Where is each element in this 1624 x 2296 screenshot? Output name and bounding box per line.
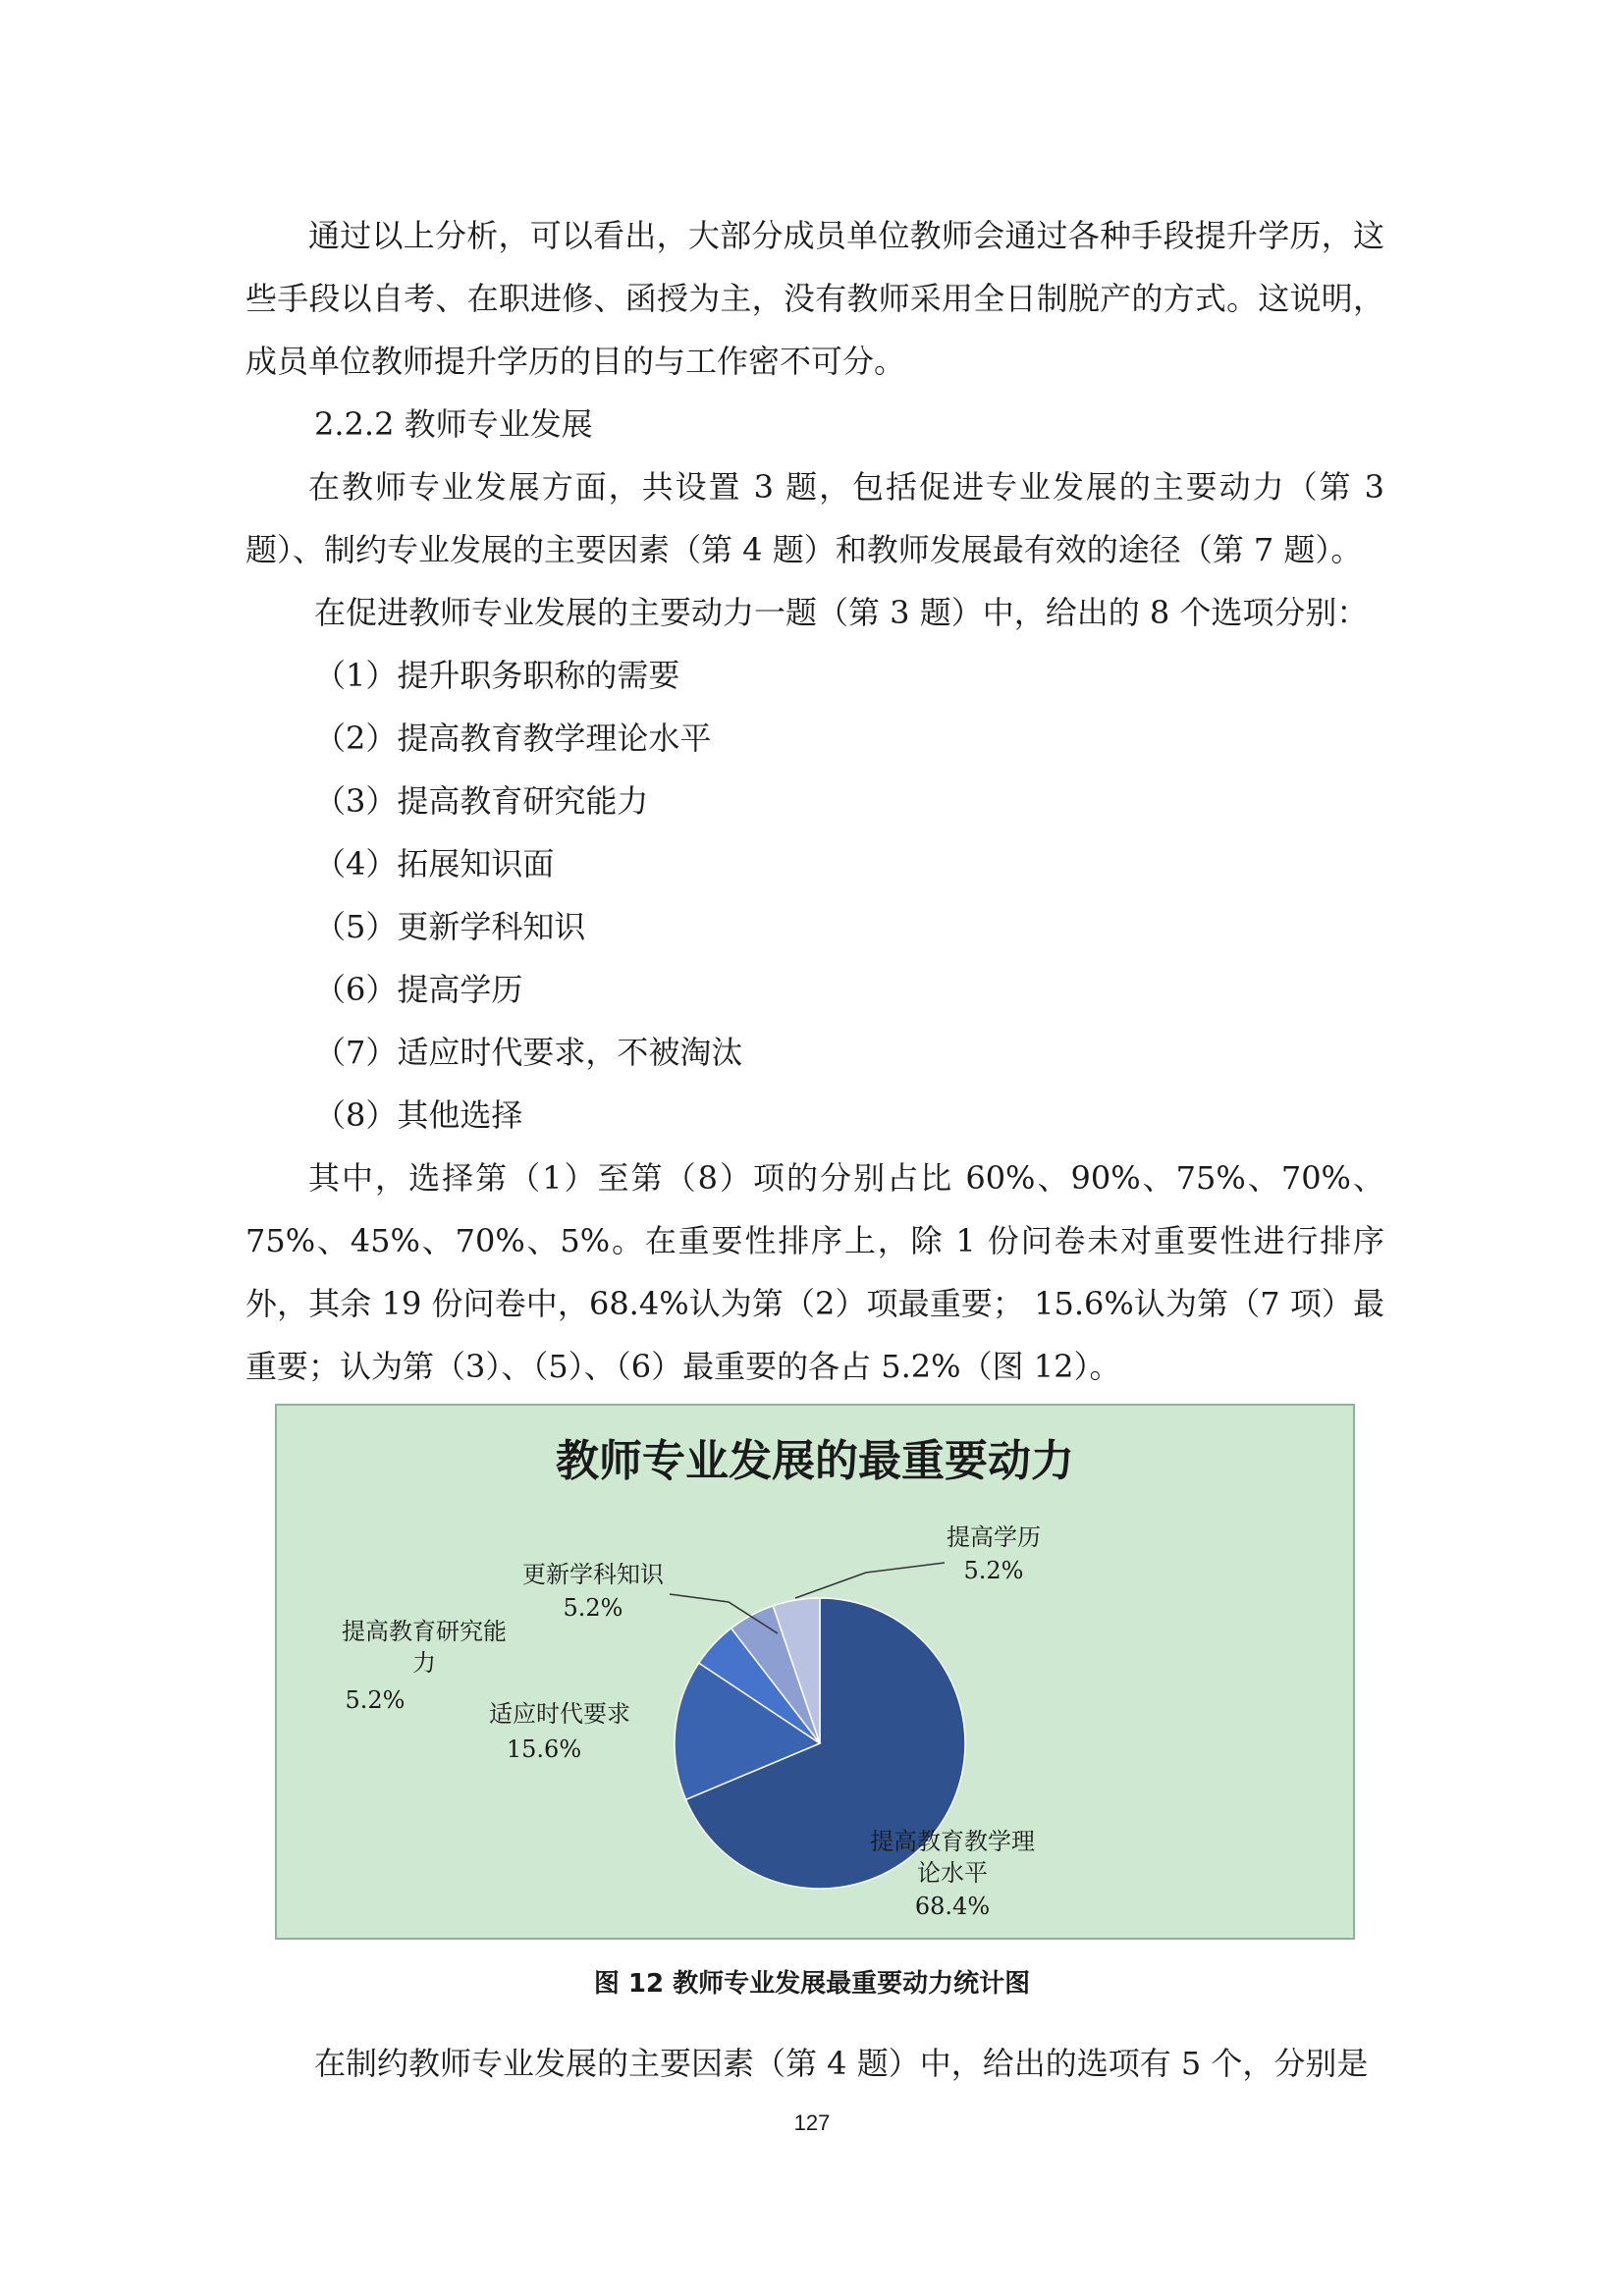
paragraph-constraints: 在制约教师专业发展的主要因素（第 4 题）中，给出的选项有 5 个，分别是: [314, 2045, 1369, 2082]
option-item: （1）提升职务职称的需要: [314, 657, 680, 694]
section-heading: 2.2.2 教师专业发展: [314, 405, 593, 443]
slice-value-label: 15.6%: [506, 1735, 582, 1763]
slice-value-label: 5.2%: [345, 1686, 406, 1714]
slice-label: 提高教育教学理: [870, 1828, 1035, 1855]
option-item: （5）更新学科知识: [314, 908, 586, 945]
page-number: 127: [793, 2110, 831, 2135]
slice-label: 更新学科知识: [522, 1561, 664, 1588]
pie-chart-svg: [277, 1406, 1353, 1938]
figure-caption: 图 12 教师专业发展最重要动力统计图: [593, 1969, 1031, 1999]
slice-label: 适应时代要求: [489, 1700, 630, 1728]
paragraph-options-intro: 在促进教师专业发展的主要动力一题（第 3 题）中，给出的 8 个选项分别：: [314, 594, 1369, 631]
option-item: （2）提高教育教学理论水平: [314, 720, 712, 757]
slice-label: 提高教育研究能: [342, 1618, 507, 1645]
pie-chart: [275, 1404, 1355, 1940]
option-item: （7）适应时代要求，不被淘汰: [314, 1034, 743, 1071]
chart-title: 教师专业发展的最重要动力: [556, 1436, 1074, 1486]
slice-label: 力: [412, 1649, 436, 1677]
option-item: （3）提高教育研究能力: [314, 782, 649, 820]
slice-value-label: 5.2%: [963, 1557, 1024, 1584]
paragraph-results: 其中，选择第（1）至第（8）项的分别占比 60%、90%、75%、70%、75%、45%、70%、5%。在重要性排序上，除 1 份问卷未对重要性进行排序外，其余 19 份问卷中，68.4%认为第（2）项最重要； 15.6%认为第（7 项）最重要；认为第（3）、（5）、（6）最重要的各占 5.2%（图 12）。: [245, 1159, 1384, 1385]
option-item: （4）拓展知识面: [314, 845, 555, 882]
slice-value-label: 68.4%: [914, 1893, 991, 1920]
slice-value-label: 5.2%: [563, 1594, 623, 1622]
option-item: （6）提高学历: [314, 971, 523, 1008]
option-item: （8）其他选择: [314, 1096, 523, 1134]
paragraph-dev-overview: 在教师专业发展方面，共设置 3 题，包括促进专业发展的主要动力（第 3 题）、制约专业发展的主要因素（第 4 题）和教师发展最有效的途径（第 7 题）。: [245, 468, 1384, 568]
slice-label: 论水平: [917, 1859, 988, 1887]
paragraph-intro: 通过以上分析，可以看出，大部分成员单位教师会通过各种手段提升学历，这些手段以自考、在职进修、函授为主，没有教师采用全日制脱产的方式。这说明，成员单位教师提升学历的目的与工作密不可分。: [245, 217, 1384, 380]
leader-line: [795, 1563, 945, 1598]
slice-label: 提高学历: [947, 1523, 1041, 1551]
